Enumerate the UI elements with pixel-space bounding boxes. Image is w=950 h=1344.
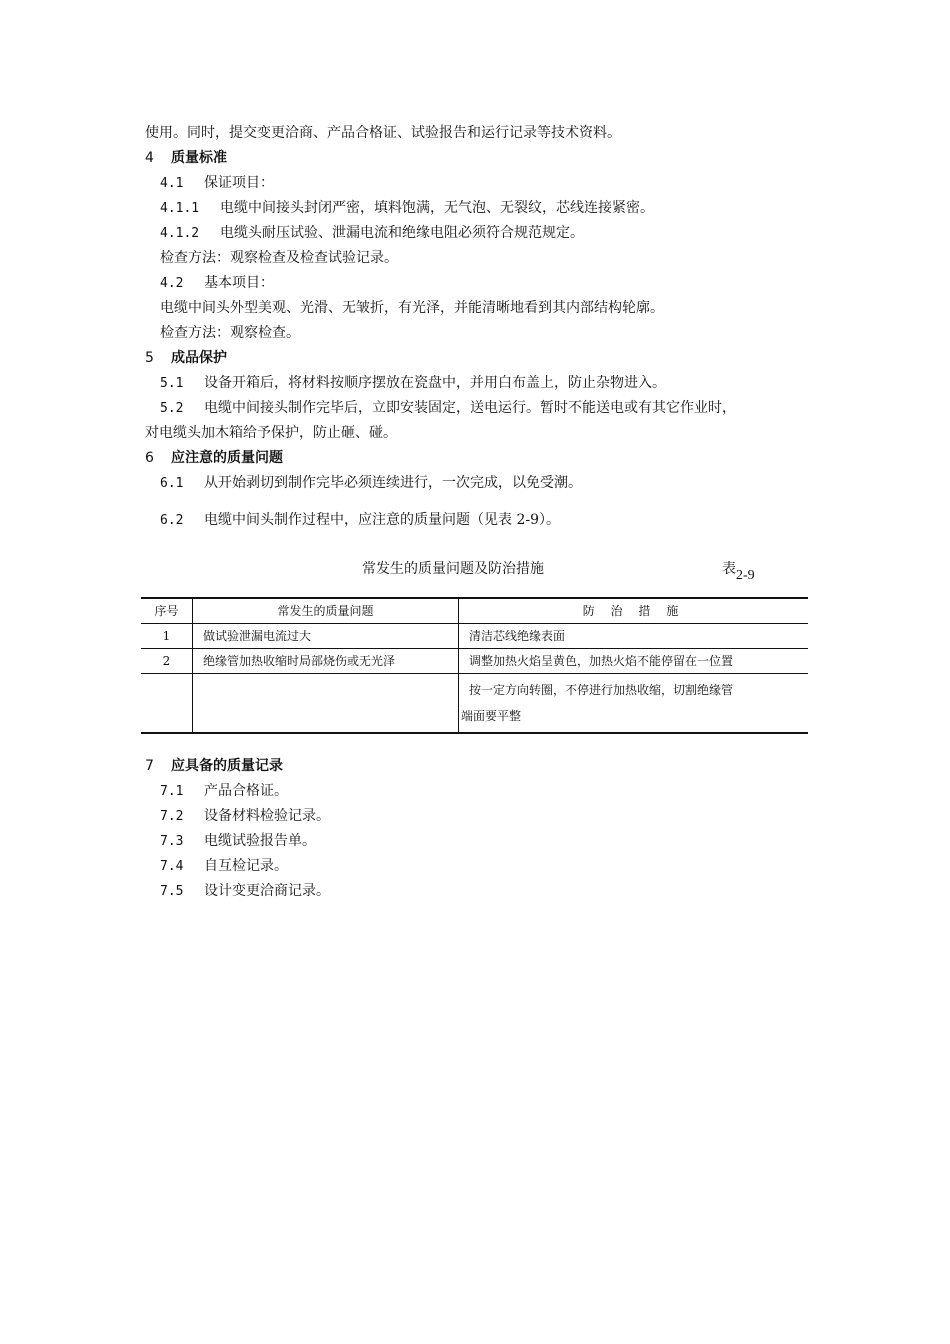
cell-problem: 绝缘管加热收缩时局部烧伤或无光泽 xyxy=(193,649,459,674)
section-4-number: 4 xyxy=(145,150,154,166)
item-4-1-1-text: 电缆中间接头封闭严密，填料饱满，无气泡、无裂纹，芯线连接紧密。 xyxy=(220,200,654,216)
item-5-1-text: 设备开箱后，将材料按顺序摆放在瓷盘中，并用白布盖上，防止杂物进入。 xyxy=(204,375,666,391)
table-row xyxy=(141,624,808,649)
item-7-2-number: 7.2 xyxy=(160,809,184,824)
cell-measure-line-2: 端面要平整 xyxy=(461,709,522,723)
header-seq: 序号 xyxy=(141,598,193,624)
header-problem: 常发生的质量问题 xyxy=(193,598,459,624)
section-5-heading xyxy=(145,348,227,368)
section-7-number: 7 xyxy=(145,758,154,774)
quality-problems-table xyxy=(141,597,808,734)
table-row xyxy=(141,649,808,674)
section-7-heading xyxy=(145,756,283,776)
item-7-2-text: 设备材料检验记录。 xyxy=(204,808,330,824)
section-6-heading xyxy=(145,448,283,468)
section-5-number: 5 xyxy=(145,350,154,366)
check-method-1: 检查方法：观察检查及检查试验记录。 xyxy=(160,250,398,266)
item-4-2 xyxy=(160,273,274,294)
item-6-2-number: 6.2 xyxy=(160,513,184,528)
item-4-1-number: 4.1 xyxy=(160,176,184,191)
table-label-prefix: 表 xyxy=(722,561,736,577)
item-7-1-text: 产品合格证。 xyxy=(204,783,288,799)
section-5-title: 成品保护 xyxy=(171,350,227,366)
item-6-1 xyxy=(160,473,582,494)
cell-seq: 1 xyxy=(141,624,193,649)
list-item xyxy=(160,806,330,827)
item-7-4-text: 自互检记录。 xyxy=(204,858,288,874)
table-label xyxy=(722,558,755,583)
item-6-1-number: 6.1 xyxy=(160,476,184,491)
section-4-heading xyxy=(145,148,227,168)
item-4-2-number: 4.2 xyxy=(160,276,184,291)
item-4-1-2 xyxy=(160,223,584,244)
cell-measure: 调整加热火焰呈黄色，加热火焰不能停留在一位置 xyxy=(459,649,809,674)
table-caption: 常发生的质量问题及防治措施 xyxy=(362,561,544,577)
item-5-2-number: 5.2 xyxy=(160,401,184,416)
intro-text: 使用。同时，提交变更洽商、产品合格证、试验报告和运行记录等技术资料。 xyxy=(145,125,621,141)
section-4-title: 质量标准 xyxy=(171,150,227,166)
section-6-number: 6 xyxy=(145,450,154,466)
item-6-2 xyxy=(160,510,560,531)
cell-seq xyxy=(141,674,193,734)
cell-measure xyxy=(459,674,809,734)
cell-seq: 2 xyxy=(141,649,193,674)
cell-measure-line-1: 按一定方向转圈，不停进行加热收缩，切割绝缘管 xyxy=(469,683,734,697)
section-7-title: 应具备的质量记录 xyxy=(171,758,283,774)
list-item xyxy=(160,831,316,852)
item-7-5-text: 设计变更洽商记录。 xyxy=(204,883,330,899)
list-item xyxy=(160,881,330,902)
item-7-4-number: 7.4 xyxy=(160,859,184,874)
item-7-5-number: 7.5 xyxy=(160,884,184,899)
item-5-2-continued: 对电缆头加木箱给予保护，防止砸、碰。 xyxy=(145,425,397,441)
cell-problem: 做试验泄漏电流过大 xyxy=(193,624,459,649)
item-4-1-text: 保证项目： xyxy=(204,175,274,191)
item-6-2-text: 电缆中间头制作过程中，应注意的质量问题（见表 2-9）。 xyxy=(204,512,560,528)
header-measure: 防 治 措 施 xyxy=(459,598,809,624)
check-method-2: 检查方法：观察检查。 xyxy=(160,325,300,341)
item-4-2-text: 基本项目： xyxy=(204,275,274,291)
item-6-1-text: 从开始剥切到制作完毕必须连续进行，一次完成，以免受潮。 xyxy=(204,475,582,491)
cell-measure: 清洁芯线绝缘表面 xyxy=(459,624,809,649)
item-5-2 xyxy=(160,398,736,419)
item-4-1 xyxy=(160,173,274,194)
list-item xyxy=(160,781,288,802)
item-5-1-number: 5.1 xyxy=(160,376,184,391)
table-row xyxy=(141,674,808,734)
item-5-2-text: 电缆中间接头制作完毕后，立即安装固定，送电运行。暂时不能送电或有其它作业时， xyxy=(204,400,736,416)
cell-problem xyxy=(193,674,459,734)
section-6-title: 应注意的质量问题 xyxy=(171,450,283,466)
item-7-3-text: 电缆试验报告单。 xyxy=(204,833,316,849)
table-label-number: 2-9 xyxy=(736,568,755,583)
item-5-1 xyxy=(160,373,666,394)
table-header-row xyxy=(141,598,808,624)
item-4-1-1 xyxy=(160,198,654,219)
list-item xyxy=(160,856,288,877)
item-7-1-number: 7.1 xyxy=(160,784,184,799)
basic-item-text: 电缆中间头外型美观、光滑、无皱折，有光泽，并能清晰地看到其内部结构轮廓。 xyxy=(160,300,664,316)
item-4-1-2-number: 4.1.2 xyxy=(160,226,200,241)
item-4-1-1-number: 4.1.1 xyxy=(160,201,200,216)
item-7-3-number: 7.3 xyxy=(160,834,184,849)
item-4-1-2-text: 电缆头耐压试验、泄漏电流和绝缘电阻必须符合规范规定。 xyxy=(220,225,584,241)
